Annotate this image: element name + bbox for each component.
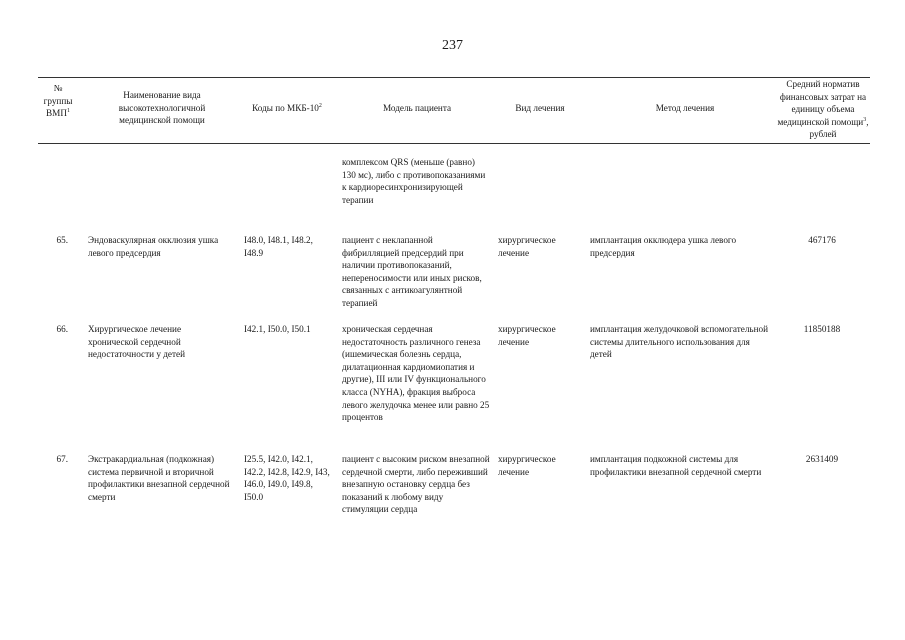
table-top-rule (38, 77, 870, 78)
row-average-cost: 2631409 (805, 454, 839, 464)
header-patient-model: Модель пациента (382, 103, 452, 113)
row-icd-codes: I48.0, I48.1, I48.2, I48.9 (244, 235, 313, 258)
row-treatment-method: имплантация окклюдера ушка левого предсердия (590, 235, 737, 258)
row-number: 67. (56, 454, 68, 464)
row-treatment-method: имплантация желудочковой вспомогательной системы длительного использования для детей (590, 324, 769, 360)
row-care-type: Эндоваскулярная окклюзия ушка левого предсердия (88, 235, 219, 258)
row-patient-model: пациент с неклапанной фибрилляцией предсердий при наличии противопоказаний, непереносимости или иных рисков, связанных с антикоагулянтной терапией (342, 235, 482, 308)
row-patient-model: хроническая сердечная недостаточность различного генеза (ишемическая болезнь сердца, дилатационная кардиомиопатия и другие), III или IV функционального класса (NYHA), фракция выброса левого желудочка менее или равно 25 процентов (342, 324, 490, 423)
row-icd-codes: I42.1, I50.0, I50.1 (244, 324, 311, 334)
row-patient-model: пациент с высоким риском внезапной сердечной смерти, либо переживший внезапную остановку сердца без показаний к любому виду стимуляции сердца (342, 454, 490, 515)
row-average-cost: 467176 (808, 235, 836, 245)
row-care-type: Экстракардиальная (подкожная) система первичной и вторичной профилактики внезапной сердечной смерти (88, 454, 230, 502)
page-number: 237 (442, 38, 463, 53)
header-icd-codes: Коды по МКБ-$10^2$ (252, 102, 322, 113)
row-number: 65. (56, 235, 68, 245)
row-icd-codes: I25.5, I42.0, I42.1, I42.2, I42.8, I42.9, I43, I46.0, I49.0, I49.8, I50.0 (244, 454, 330, 502)
row-number: 66. (56, 324, 68, 334)
header-treatment-type: Вид лечения (515, 103, 565, 113)
row-average-cost: 11850188 (803, 324, 841, 334)
row-treatment-method: имплантация подкожной системы для профилактики внезапной сердечной смерти (590, 454, 762, 477)
header-group-number-line: № (53, 83, 63, 93)
row-treatment-type: хирургическое лечение (498, 235, 556, 258)
header-average-cost: Средний норматив финансовых затрат на единицу объема медицинской помощи$^3$, рублей (777, 79, 869, 140)
table-header-rule (38, 143, 870, 144)
header-group-number-line: группы (43, 95, 73, 106)
header-group-number-line: ВМП$^1$ (46, 108, 70, 119)
row-treatment-type: хирургическое лечение (498, 324, 556, 347)
header-treatment-method: Метод лечения (655, 103, 715, 113)
header-care-type: Наименование вида высокотехнологичной медицинской помощи (118, 90, 206, 126)
row-care-type: Хирургическое лечение хронической сердечной недостаточности у детей (88, 324, 185, 360)
header-group-number (40, 82, 76, 120)
continuation-patient-model: комплексом QRS (меньше (равно) 130 мс), либо с противопоказаниями к кардиоресинхронизирующей терапии (342, 157, 486, 205)
row-treatment-type: хирургическое лечение (498, 454, 556, 477)
